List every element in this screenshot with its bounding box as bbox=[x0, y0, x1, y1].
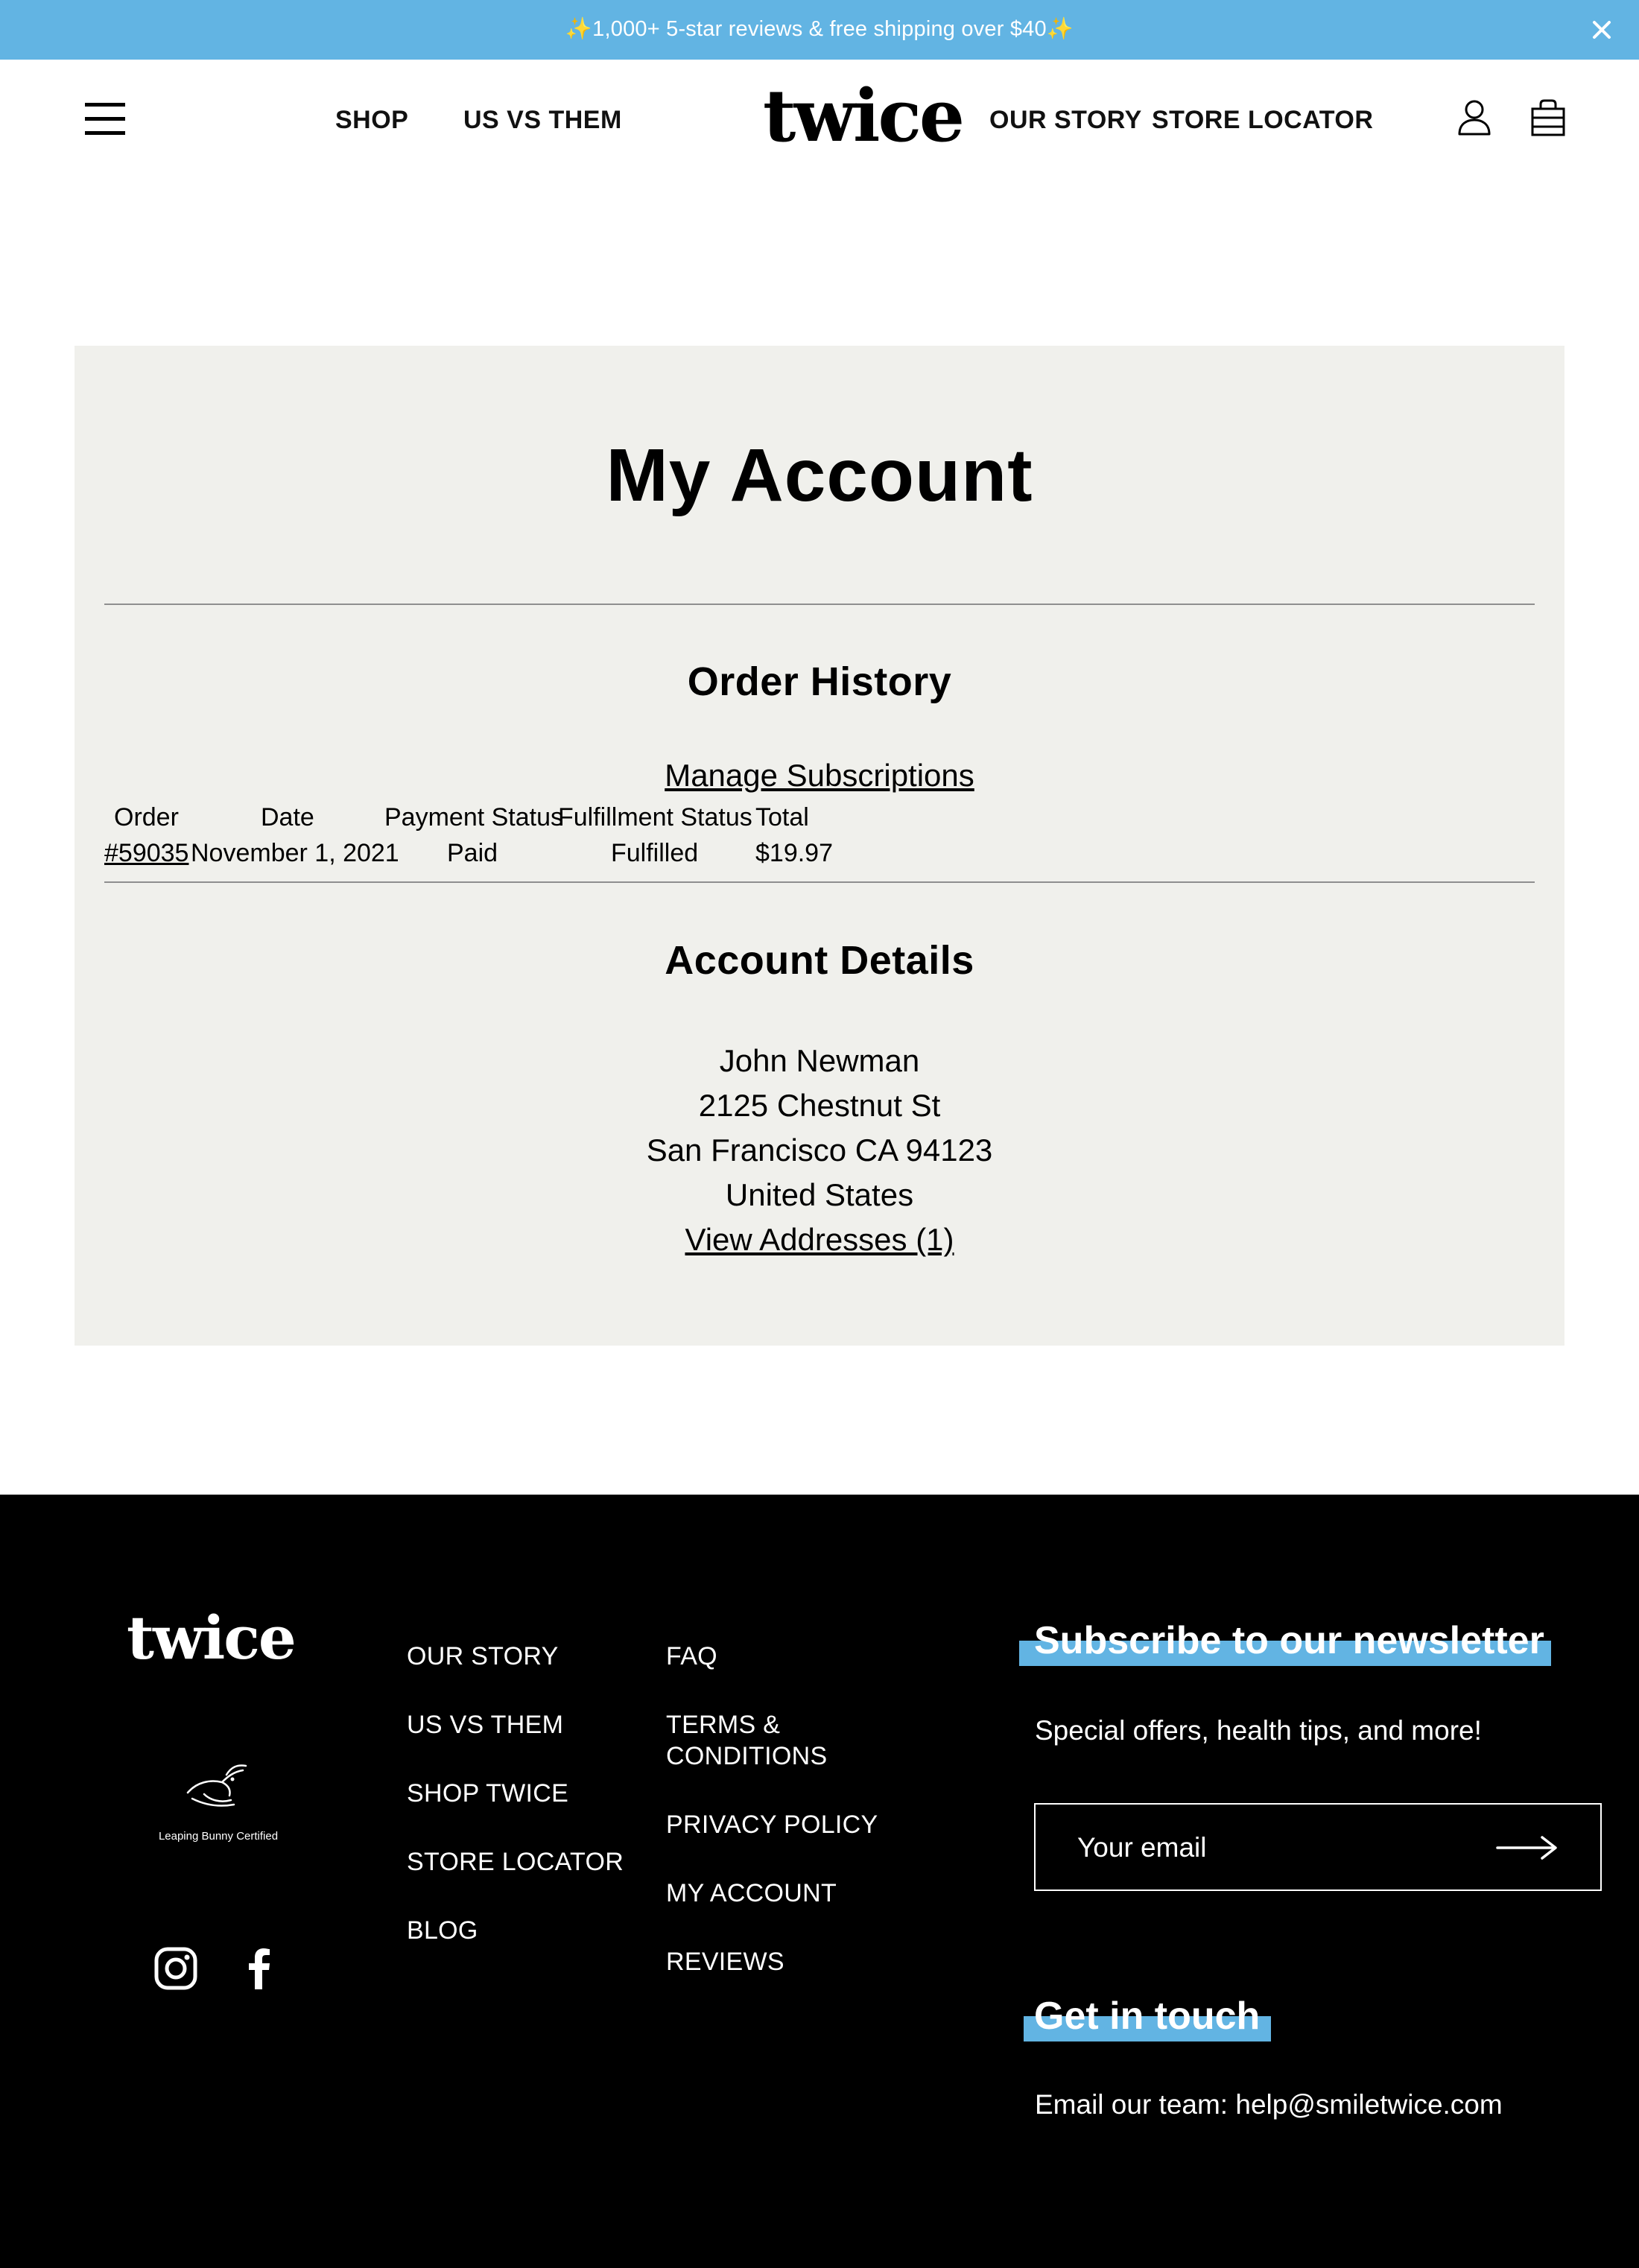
contact-title: Get in touch bbox=[1034, 1995, 1261, 2038]
page-title: My Account bbox=[606, 434, 1033, 517]
footer-link-our-story[interactable]: OUR STORY bbox=[407, 1642, 559, 1670]
column-header-order: Order bbox=[114, 803, 179, 832]
contact-email-text[interactable]: Email our team: help@smiletwice.com bbox=[1035, 2089, 1503, 2120]
site-footer bbox=[0, 1495, 1639, 2268]
manage-subscriptions-link[interactable]: Manage Subscriptions bbox=[665, 758, 974, 793]
footer-link-my-account[interactable]: MY ACCOUNT bbox=[666, 1879, 837, 1907]
divider bbox=[104, 881, 1535, 883]
view-addresses-link[interactable]: View Addresses (1) bbox=[685, 1222, 954, 1257]
account-details bbox=[74, 1039, 1564, 1262]
order-history-title: Order History bbox=[687, 659, 952, 704]
announcement-bar bbox=[0, 0, 1639, 60]
email-input[interactable] bbox=[1077, 1827, 1465, 1869]
footer-column-main bbox=[407, 1641, 624, 1946]
account-icon[interactable] bbox=[1457, 98, 1491, 137]
manage-subscriptions-wrap bbox=[74, 760, 1564, 791]
facebook-icon[interactable] bbox=[238, 1946, 280, 1991]
fulfillment-status: Fulfilled bbox=[611, 839, 699, 867]
address-city: San Francisco CA 94123 bbox=[646, 1133, 993, 1168]
footer-link-reviews[interactable]: REVIEWS bbox=[666, 1948, 784, 1976]
address-street: 2125 Chestnut St bbox=[698, 1088, 941, 1123]
payment-status: Paid bbox=[447, 839, 498, 867]
nav-us-vs-them[interactable]: US VS THEM bbox=[463, 106, 622, 134]
footer-link-shop-twice[interactable]: SHOP TWICE bbox=[407, 1779, 569, 1808]
footer-link-store-locator[interactable]: STORE LOCATOR bbox=[407, 1848, 624, 1876]
account-details-title: Account Details bbox=[665, 938, 974, 983]
column-header-fulfillment: Fulfillment Status bbox=[558, 803, 752, 832]
nav-our-story[interactable]: OUR STORY bbox=[989, 106, 1142, 134]
close-icon[interactable] bbox=[1585, 13, 1618, 46]
order-total: $19.97 bbox=[755, 839, 833, 867]
announcement-text: ✨1,000+ 5-star reviews & free shipping over $40✨ bbox=[565, 17, 1074, 41]
account-panel bbox=[74, 346, 1564, 1346]
column-header-date: Date bbox=[261, 803, 314, 832]
leaping-bunny-label: Leaping Bunny Certified bbox=[158, 1830, 279, 1843]
leaping-bunny-icon bbox=[182, 1760, 250, 1811]
newsletter-subtitle: Special offers, health tips, and more! bbox=[1035, 1715, 1482, 1746]
menu-icon[interactable] bbox=[85, 103, 125, 136]
footer-link-us-vs-them[interactable]: US VS THEM bbox=[407, 1711, 564, 1739]
footer-link-terms[interactable] bbox=[666, 1709, 878, 1772]
newsletter-title: Subscribe to our newsletter bbox=[1034, 1619, 1544, 1662]
site-header bbox=[0, 60, 1639, 180]
order-date: November 1, 2021 bbox=[191, 839, 399, 867]
column-header-total: Total bbox=[755, 803, 809, 832]
instagram-icon[interactable] bbox=[153, 1946, 198, 1991]
footer-logo[interactable]: twice bbox=[127, 1603, 295, 1673]
nav-store-locator[interactable]: STORE LOCATOR bbox=[1152, 106, 1374, 134]
footer-link-blog[interactable]: BLOG bbox=[407, 1916, 478, 1945]
footer-link-terms-line2[interactable]: CONDITIONS bbox=[666, 1742, 828, 1770]
divider bbox=[104, 604, 1535, 605]
column-header-payment: Payment Status bbox=[384, 803, 564, 832]
nav-shop[interactable]: SHOP bbox=[335, 106, 409, 134]
footer-link-terms-line1[interactable]: TERMS & bbox=[666, 1711, 781, 1739]
cart-icon[interactable] bbox=[1530, 98, 1566, 137]
footer-link-privacy[interactable]: PRIVACY POLICY bbox=[666, 1811, 878, 1839]
footer-link-faq[interactable]: FAQ bbox=[666, 1642, 717, 1670]
address-country: United States bbox=[725, 1177, 914, 1212]
logo[interactable]: twice bbox=[763, 74, 963, 158]
order-number-link[interactable]: #59035 bbox=[104, 839, 189, 867]
newsletter-form bbox=[1034, 1803, 1602, 1891]
customer-name: John Newman bbox=[719, 1043, 920, 1078]
footer-column-help bbox=[666, 1641, 878, 1977]
arrow-right-icon[interactable] bbox=[1496, 1834, 1559, 1861]
